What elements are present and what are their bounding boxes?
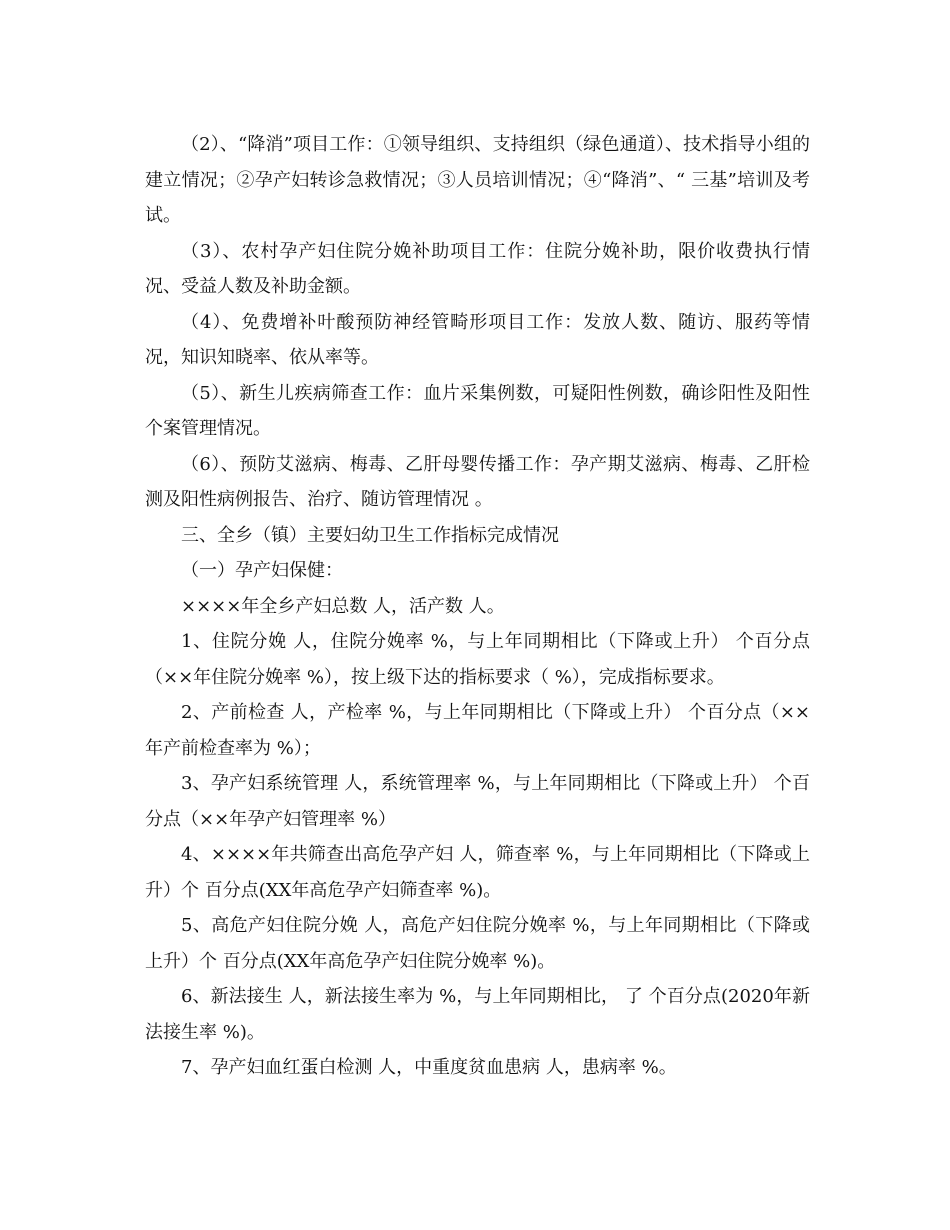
section-heading-indicators: 三、全乡（镇）主要妇幼卫生工作指标完成情况 bbox=[181, 524, 559, 546]
paragraph-delivery-subsidy: （3）、农村孕产妇住院分娩补助项目工作：住院分娩补助，限价收费执行情况、受益人数及补助金额。 bbox=[145, 240, 810, 297]
list-item-prenatal-check: 2、产前检查 人，产检率 %，与上年同期相比（下降或上升） 个百分点（××年产前检查率为 %）； bbox=[145, 702, 810, 759]
paragraph-mother-child-transmission: （6）、预防艾滋病、梅毒、乙肝母婴传播工作：孕产期艾滋病、梅毒、乙肝检测及阳性病例报告、治疗、随访管理情况 。 bbox=[145, 453, 810, 510]
paragraph-jiangxiao-project: （2）、“降消”项目工作：①领导组织、支持组织（绿色通道）、技术指导小组的建立情况；②孕产妇转诊急救情况；③人员培训情况；④“降消”、“ 三基”培训及考试。 bbox=[145, 134, 810, 226]
subsection-heading-maternal-care: （一）孕产妇保健： bbox=[181, 560, 343, 581]
document-body bbox=[145, 127, 810, 1086]
list-item-system-management: 3、孕产妇系统管理 人，系统管理率 %，与上年同期相比（下降或上升） 个百分点（××年孕产妇管理率 %） bbox=[145, 773, 810, 830]
list-item-new-method-delivery: 6、新法接生 人，新法接生率为 %，与上年同期相比， 了 个百分点(2020年新法接生率 %)。 bbox=[145, 986, 810, 1043]
paragraph-total-births: ××××年全乡产妇总数 人，活产数 人。 bbox=[181, 595, 505, 617]
list-item-hemoglobin-test: 7、孕产妇血红蛋白检测 人，中重度贫血患病 人，患病率 %。 bbox=[181, 1057, 677, 1078]
list-item-high-risk-screening: 4、××××年共筛查出高危孕产妇 人，筛查率 %，与上年同期相比（下降或上升）个 百分点(XX年高危孕产妇筛查率 %)。 bbox=[145, 844, 810, 901]
paragraph-folic-acid: （4）、免费增补叶酸预防神经管畸形项目工作：发放人数、随访、服药等情况，知识知晓率、依从率等。 bbox=[145, 311, 810, 368]
paragraph-newborn-screening: （5）、新生儿疾病筛查工作：血片采集例数，可疑阳性例数，确诊阳性及阳性个案管理情况。 bbox=[145, 382, 810, 439]
list-item-high-risk-delivery: 5、高危产妇住院分娩 人，高危产妇住院分娩率 %，与上年同期相比（下降或上升）个 百分点(XX年高危孕产妇住院分娩率 %)。 bbox=[145, 915, 810, 972]
list-item-hospital-delivery: 1、住院分娩 人，住院分娩率 %，与上年同期相比（下降或上升） 个百分点（××年住院分娩率 %），按上级下达的指标要求（ %），完成指标要求。 bbox=[145, 631, 810, 688]
